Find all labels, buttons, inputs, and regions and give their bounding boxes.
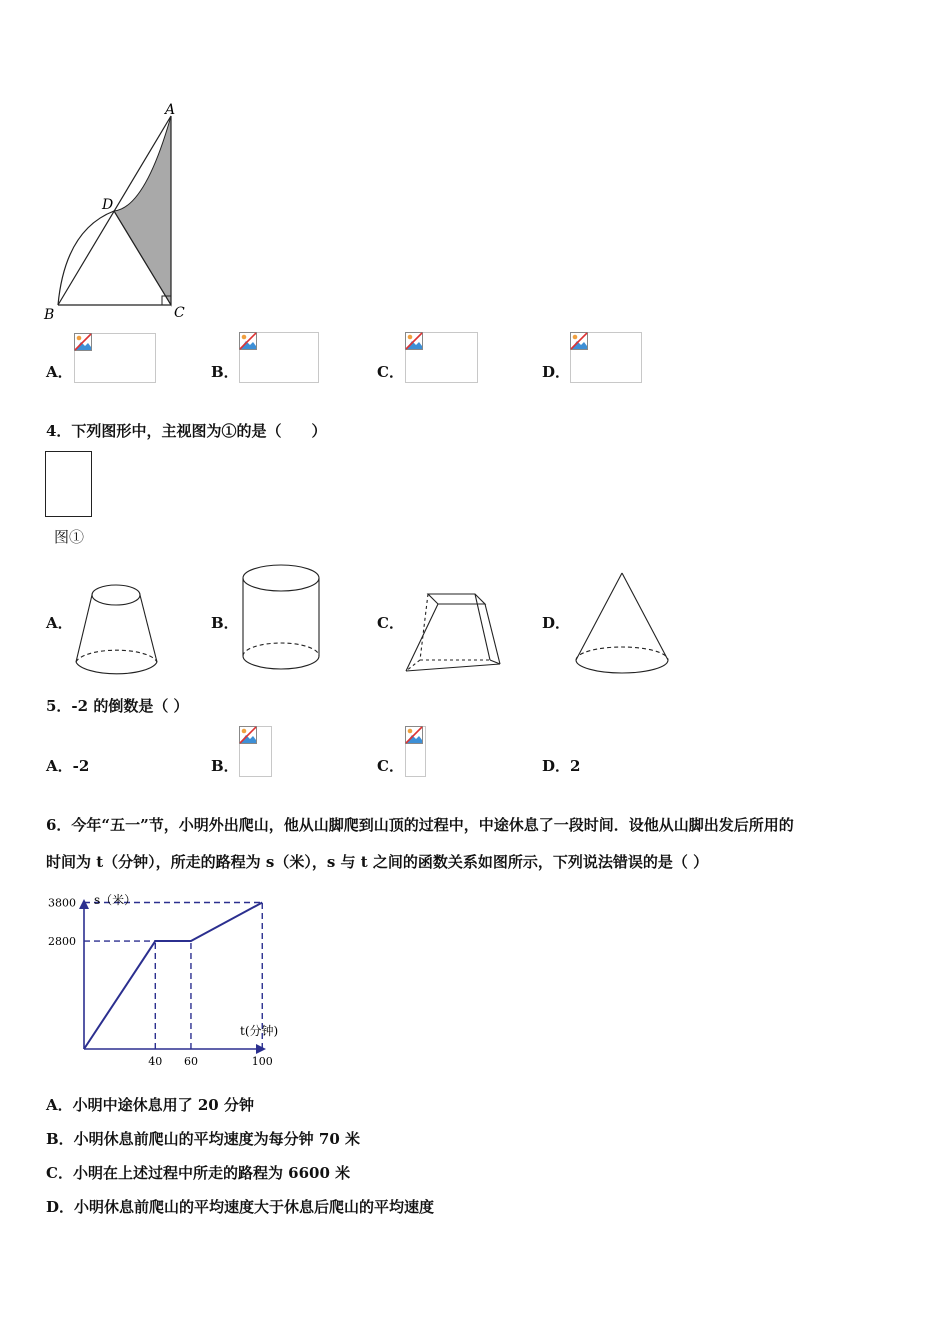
q4-option-d: D． bbox=[542, 614, 571, 632]
q3-option-d: D． bbox=[542, 363, 571, 381]
q5-option-a: A．-2 bbox=[46, 757, 90, 775]
q3-option-a-image bbox=[74, 333, 156, 383]
q6-distance-time-chart bbox=[40, 888, 290, 1073]
y-axis-arrow bbox=[79, 899, 89, 909]
q3-option-a: A． bbox=[46, 363, 73, 381]
q5-option-c: C． bbox=[377, 757, 404, 775]
broken-image-icon bbox=[405, 332, 423, 350]
broken-image-icon bbox=[74, 333, 92, 351]
q4-frustum-figure bbox=[70, 580, 165, 680]
q3-option-b: B． bbox=[211, 363, 239, 381]
q5-option-b: B． bbox=[211, 757, 239, 775]
q3-option-c-image bbox=[405, 332, 478, 383]
label-a: A bbox=[165, 102, 176, 118]
q5-option-b-image bbox=[239, 726, 272, 777]
shaded-region bbox=[114, 116, 171, 305]
q4-stem: 4．下列图形中，主视图为①的是（ ） bbox=[46, 422, 327, 440]
y-tick-3800: 3800 bbox=[48, 896, 76, 910]
q3-option-d-image bbox=[570, 332, 642, 383]
q6-stem-line2: 时间为 t（分钟），所走的路程为 s（米），s 与 t 之间的函数关系如图所示，下列说法错误的是（ ） bbox=[46, 853, 709, 871]
label-c: C bbox=[174, 305, 185, 321]
label-b: B bbox=[44, 307, 55, 323]
y-axis-label: s（米） bbox=[94, 893, 137, 907]
q4-cylinder-figure bbox=[237, 560, 327, 680]
q4-option-c: C． bbox=[377, 614, 404, 632]
q4-option-a: A． bbox=[46, 614, 73, 632]
q4-cone-figure bbox=[570, 568, 675, 678]
x-tick-40: 40 bbox=[148, 1055, 163, 1068]
q4-figure-caption: 图① bbox=[54, 528, 85, 546]
q3-geometry-figure bbox=[40, 98, 200, 328]
x-tick-60: 60 bbox=[183, 1055, 198, 1068]
broken-image-icon bbox=[570, 332, 588, 350]
label-d: D bbox=[102, 197, 114, 213]
q5-option-d: D．2 bbox=[542, 757, 581, 775]
series-line bbox=[84, 902, 262, 1049]
x-tick-100: 100 bbox=[251, 1055, 273, 1068]
x-axis-arrow bbox=[256, 1044, 266, 1054]
q6-stem-line1: 6．今年“五一”节，小明外出爬山，他从山脚爬到山顶的过程中，中途休息了一段时间．设他从山脚出发后所用的 bbox=[46, 816, 794, 834]
q4-front-view-rectangle bbox=[45, 451, 92, 517]
q5-stem: 5．-2 的倒数是（ ） bbox=[46, 697, 189, 715]
broken-image-icon bbox=[239, 726, 257, 744]
x-axis-label: t(分钟) bbox=[240, 1024, 279, 1038]
q4-frustum-pyramid-figure bbox=[400, 578, 510, 678]
q3-option-b-image bbox=[239, 332, 319, 383]
q6-option-c: C．小明在上述过程中所走的路程为 6600 米 bbox=[46, 1164, 351, 1182]
y-tick-2800: 2800 bbox=[48, 935, 76, 949]
broken-image-icon bbox=[405, 726, 423, 744]
broken-image-icon bbox=[239, 332, 257, 350]
q6-option-a: A．小明中途休息用了 20 分钟 bbox=[46, 1096, 254, 1114]
q6-option-d: D．小明休息前爬山的平均速度大于休息后爬山的平均速度 bbox=[46, 1198, 435, 1216]
q5-option-c-image bbox=[405, 726, 426, 777]
q6-option-b: B．小明休息前爬山的平均速度为每分钟 70 米 bbox=[46, 1130, 360, 1148]
q4-option-b: B． bbox=[211, 614, 239, 632]
q3-option-c: C． bbox=[377, 363, 404, 381]
